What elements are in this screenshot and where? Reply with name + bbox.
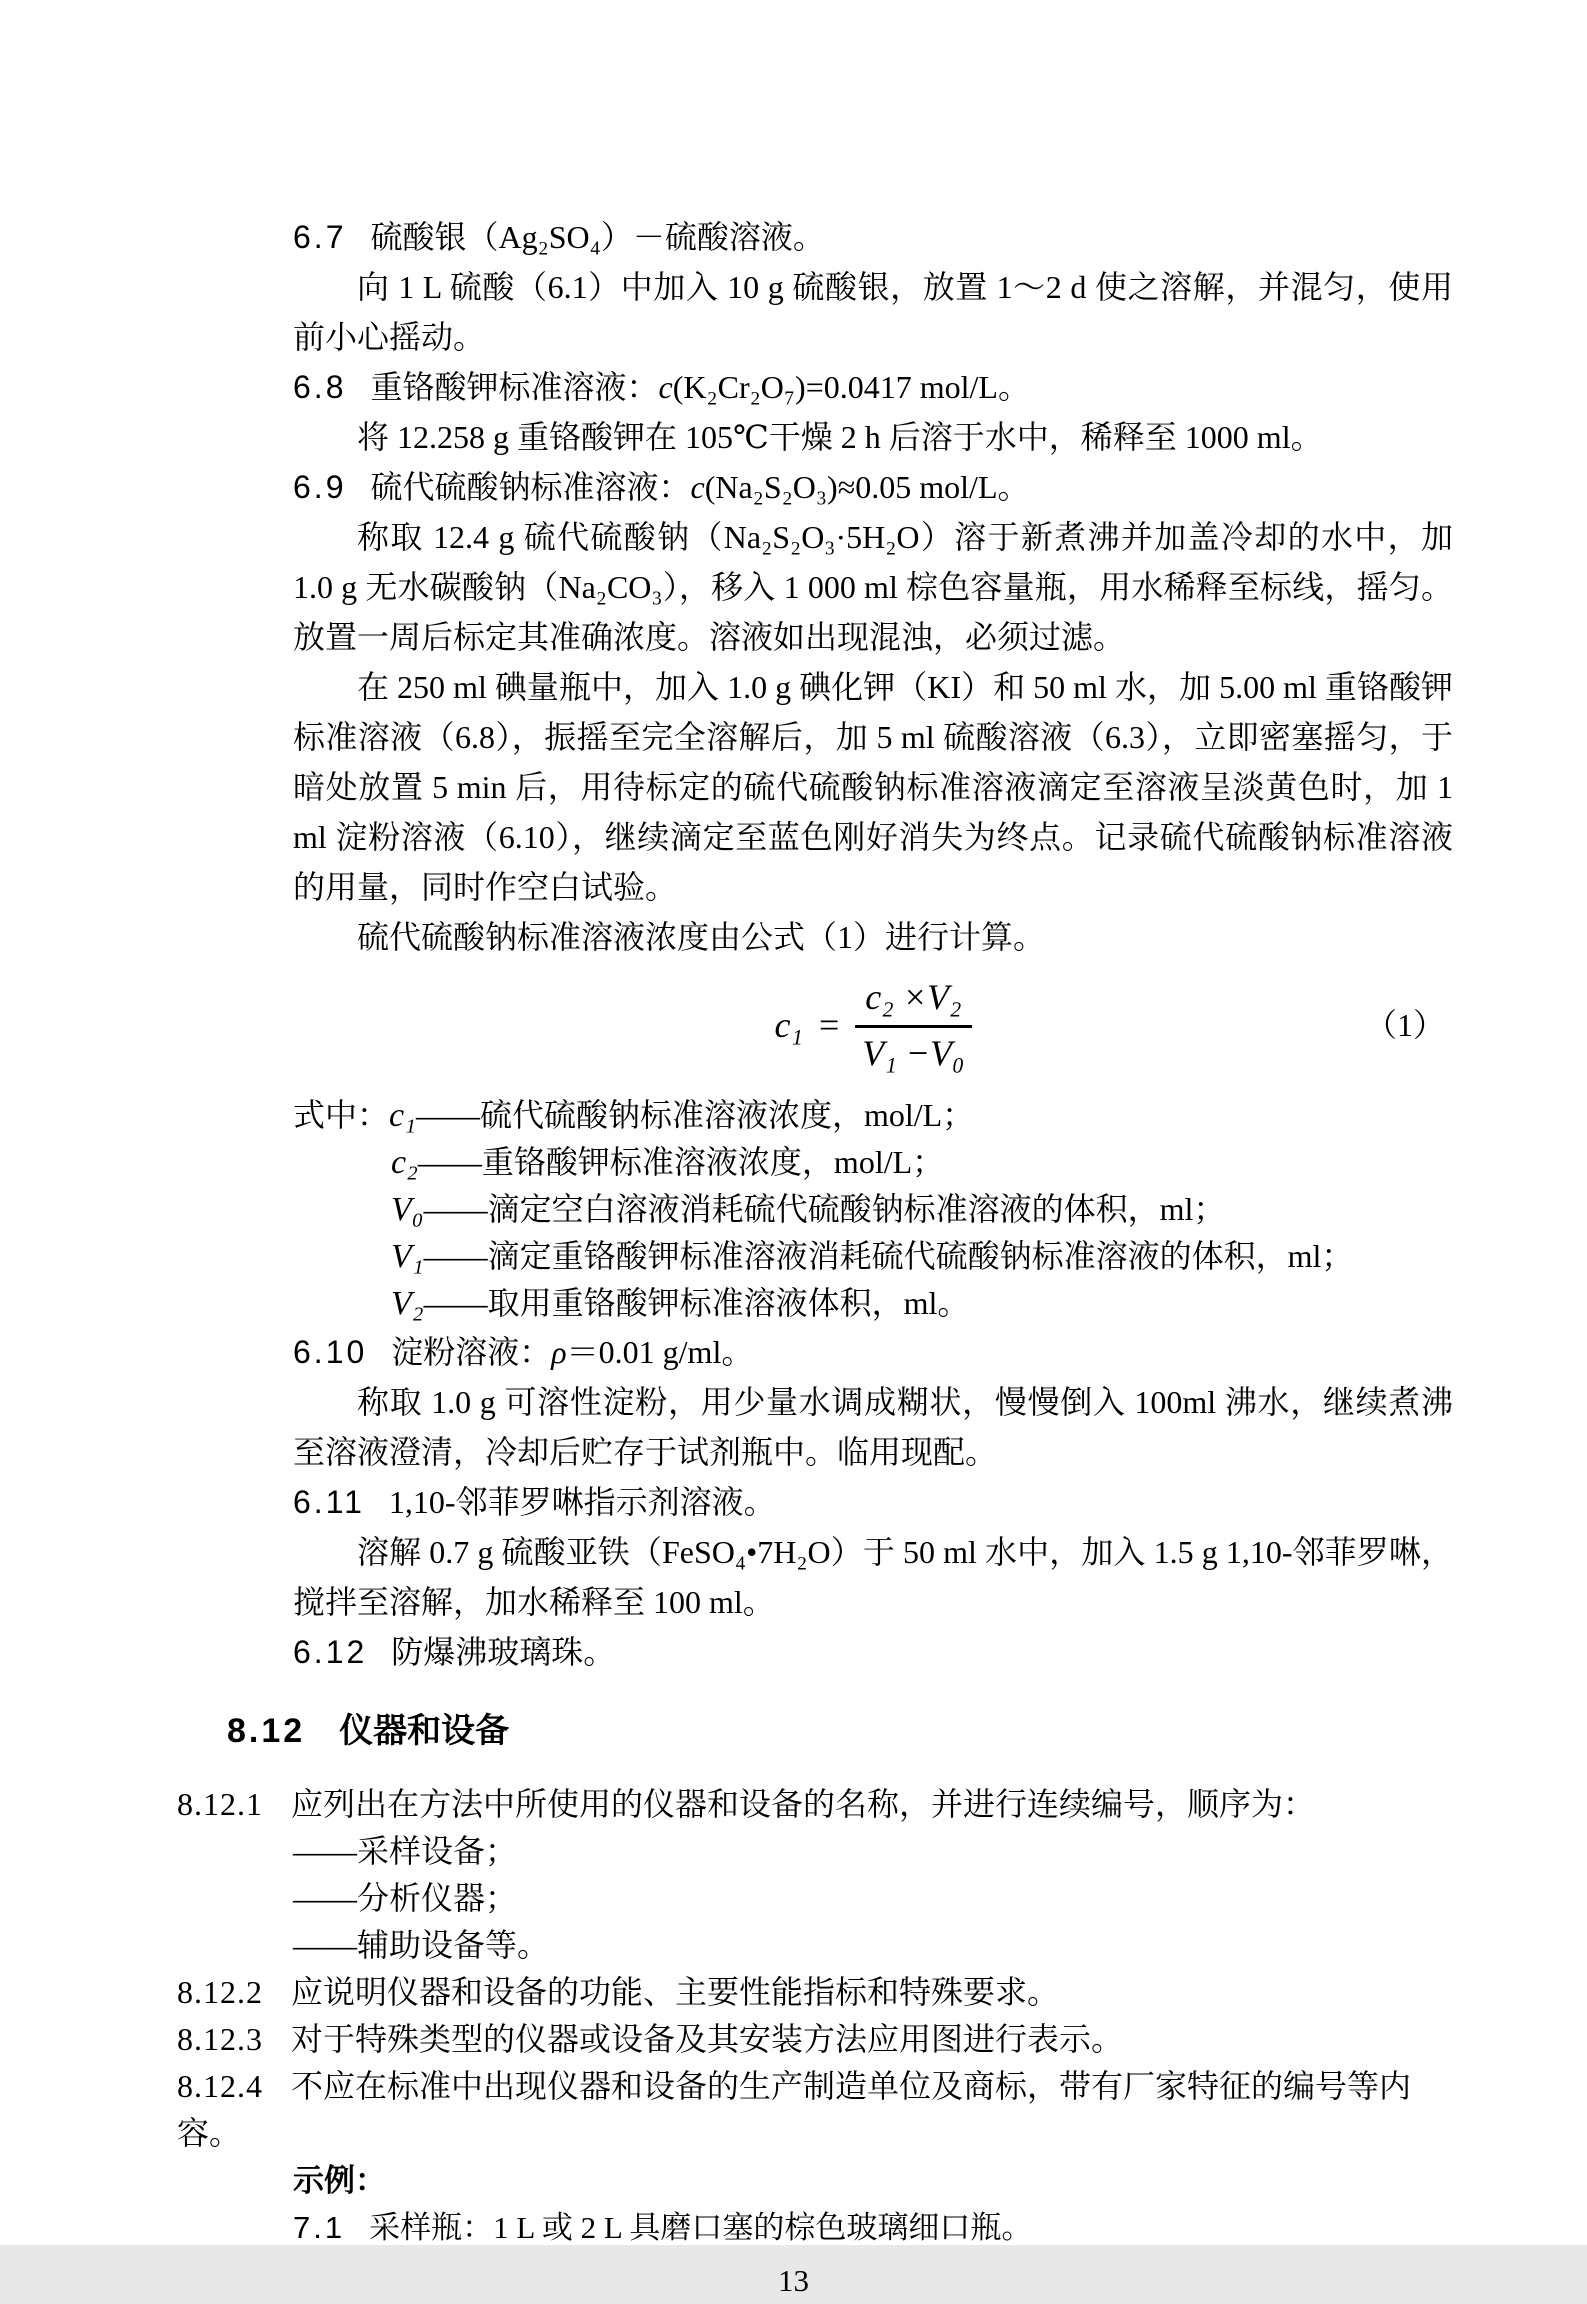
paragraph-6-7: 向 1 L 硫酸（6.1）中加入 10 g 硫酸银，放置 1～2 d 使之溶解，并混匀，使用前小心摇动。 [293,269,1453,355]
clause-number: 6.8 [293,369,347,405]
clause-number: 6.11 [293,1484,365,1520]
clause-title-formula: ＝0.01 g/ml。 [566,1334,754,1370]
heading-title: 仪器和设备 [339,1712,510,1750]
clause-8-12-2 [177,1969,1467,2016]
dash-list-item: ——分析仪器； [293,1880,518,1916]
clause-title: 硫酸银（Ag₂SO₄）－硫酸溶液。 [370,219,825,255]
variable-description: ——滴定重铬酸钾标准溶液消耗硫代硫酸钠标准溶液的体积，ml； [423,1238,1354,1274]
variable-symbol: V₁ [391,1238,424,1275]
variable-symbol: V₀ [391,1191,424,1228]
clause-6-8 [293,362,1453,412]
clause-title-formula: (Na₂S₂O₃)≈0.05 mol/L。 [704,469,1030,505]
clause-number: 8.12.4 [177,2068,263,2104]
clause-6-12 [293,1627,1453,1677]
clause-number: 6.12 [293,1634,368,1670]
formula-fraction [855,975,971,1076]
formula-1 [293,966,1453,1084]
variable-symbol: ρ [551,1334,567,1370]
paragraph-6-11: 溶解 0.7 g 硫酸亚铁（FeSO₄•7H₂O）于 50 ml 水中，加入 1.5 g 1,10-邻菲罗啉，搅拌至溶解，加水稀释至 100 ml。 [293,1534,1453,1620]
example-label: 示例： [293,2163,386,2198]
fraction-denominator: V₁ −V₀ [862,1032,965,1073]
variable-description: ——硫代硫酸钠标准溶液浓度，mol/L； [415,1097,975,1133]
clause-text: 采样瓶：1 L 或 2 L 具磨口塞的棕色玻璃细口瓶。 [369,2210,1033,2245]
where-list [293,1092,1453,1327]
clause-6-7 [293,212,1453,262]
where-item [293,1139,1453,1186]
clause-title: 重铬酸钾标准溶液： [370,369,659,405]
clause-number: 6.9 [293,469,347,505]
clause-text: 应列出在方法中所使用的仪器和设备的名称，并进行连续编号，顺序为： [291,1786,1316,1822]
clause-8-12-4 [177,2063,1467,2157]
clause-title: 防爆沸玻璃珠。 [391,1634,616,1670]
variable-symbol: c [658,369,673,405]
variable-description: ——滴定空白溶液消耗硫代硫酸钠标准溶液的体积，ml； [423,1191,1226,1227]
paragraph-6-9-1: 称取 12.4 g 硫代硫酸钠（Na₂S₂O₃·5H₂O）溶于新煮沸并加盖冷却的水中，加 1.0 g 无水碳酸钠（Na₂CO₃），移入 1 000 ml 棕色容量瓶，用水稀释至标线，摇匀。放置一周后标定其准确浓度。溶液如出现混浊，必须过滤。 [293,519,1453,655]
where-item [293,1280,1453,1327]
variable-description: ——重铬酸钾标准溶液浓度，mol/L； [417,1144,945,1180]
clause-number: 6.10 [293,1334,368,1370]
section-heading-8-12 [227,1703,1467,1759]
fraction-numerator: c₂ ×V₂ [855,975,971,1028]
dash-list-item: ——辅助设备等。 [293,1927,550,1963]
clause-8-12-3 [177,2016,1467,2063]
formula-lhs: c₁ [774,1004,803,1045]
clause-number: 6.7 [293,219,347,255]
section-8-12-block [177,1703,1467,2251]
variable-symbol: c [690,469,705,505]
paragraph-6-8: 将 12.258 g 重铬酸钾在 105℃干燥 2 h 后溶于水中，稀释至 1000 ml。 [357,419,1323,455]
where-item [293,1186,1453,1233]
variable-description: ——取用重铬酸钾标准溶液体积，ml。 [423,1285,970,1321]
clause-6-10 [293,1327,1453,1377]
variable-symbol: c₂ [391,1144,418,1181]
heading-number: 8.12 [227,1712,306,1750]
clause-6-9 [293,462,1453,512]
where-item [293,1233,1453,1280]
paragraph-6-9-3: 硫代硫酸钠标准溶液浓度由公式（1）进行计算。 [357,919,1046,955]
clause-number: 8.12.2 [177,1974,263,2010]
clause-title: 淀粉溶液： [391,1334,552,1370]
where-item [293,1092,1453,1139]
clause-title: 1,10-邻菲罗啉指示剂溶液。 [388,1484,776,1520]
paragraph-6-10: 称取 1.0 g 可溶性淀粉，用少量水调成糊状，慢慢倒入 100ml 沸水，继续煮沸至溶液澄清，冷却后贮存于试剂瓶中。临用现配。 [293,1384,1453,1470]
clause-text: 应说明仪器和设备的功能、主要性能指标和特殊要求。 [291,1974,1060,2010]
clause-8-12-1 [177,1781,1467,1828]
clause-7-1-example [177,2204,1467,2251]
clause-number: 7.1 [293,2210,346,2245]
clause-6-11 [293,1477,1453,1527]
where-intro: 式中： [293,1097,390,1133]
dash-list-item: ——采样设备； [293,1833,518,1869]
formula-number: （1） [1364,1007,1445,1043]
variable-symbol: c₁ [389,1097,416,1134]
clause-title-formula: (K₂Cr₂O₇)=0.0417 mol/L。 [672,369,1030,405]
paragraph-6-9-2: 在 250 ml 碘量瓶中，加入 1.0 g 碘化钾（KI）和 50 ml 水，加 5.00 ml 重铬酸钾标准溶液（6.8），振摇至完全溶解后，加 5 ml 硫酸溶液（6.3），立即密塞摇匀，于暗处放置 5 min 后，用待标定的硫代硫酸钠标准溶液滴定至溶液呈淡黄色时，加 1 ml 淀粉溶液（6.10），继续滴定至蓝色刚好消失为终点。记录硫代硫酸钠标准溶液的用量，同时作空白试验。 [293,669,1453,905]
clause-title: 硫代硫酸钠标准溶液： [370,469,691,505]
page-number: 13 [778,2263,809,2298]
clause-number: 8.12.1 [177,1786,263,1822]
clause-text: 对于特殊类型的仪器或设备及其安装方法应用图进行表示。 [291,2021,1124,2057]
variable-symbol: V₂ [391,1285,424,1322]
clause-text: 不应在标准中出现仪器和设备的生产制造单位及商标，带有厂家特征的编号等内容。 [177,2068,1412,2151]
formula-expression [774,966,971,1084]
equals-sign: = [818,1004,840,1045]
clause-number: 8.12.3 [177,2021,263,2057]
section-6-example-block [293,212,1453,1677]
